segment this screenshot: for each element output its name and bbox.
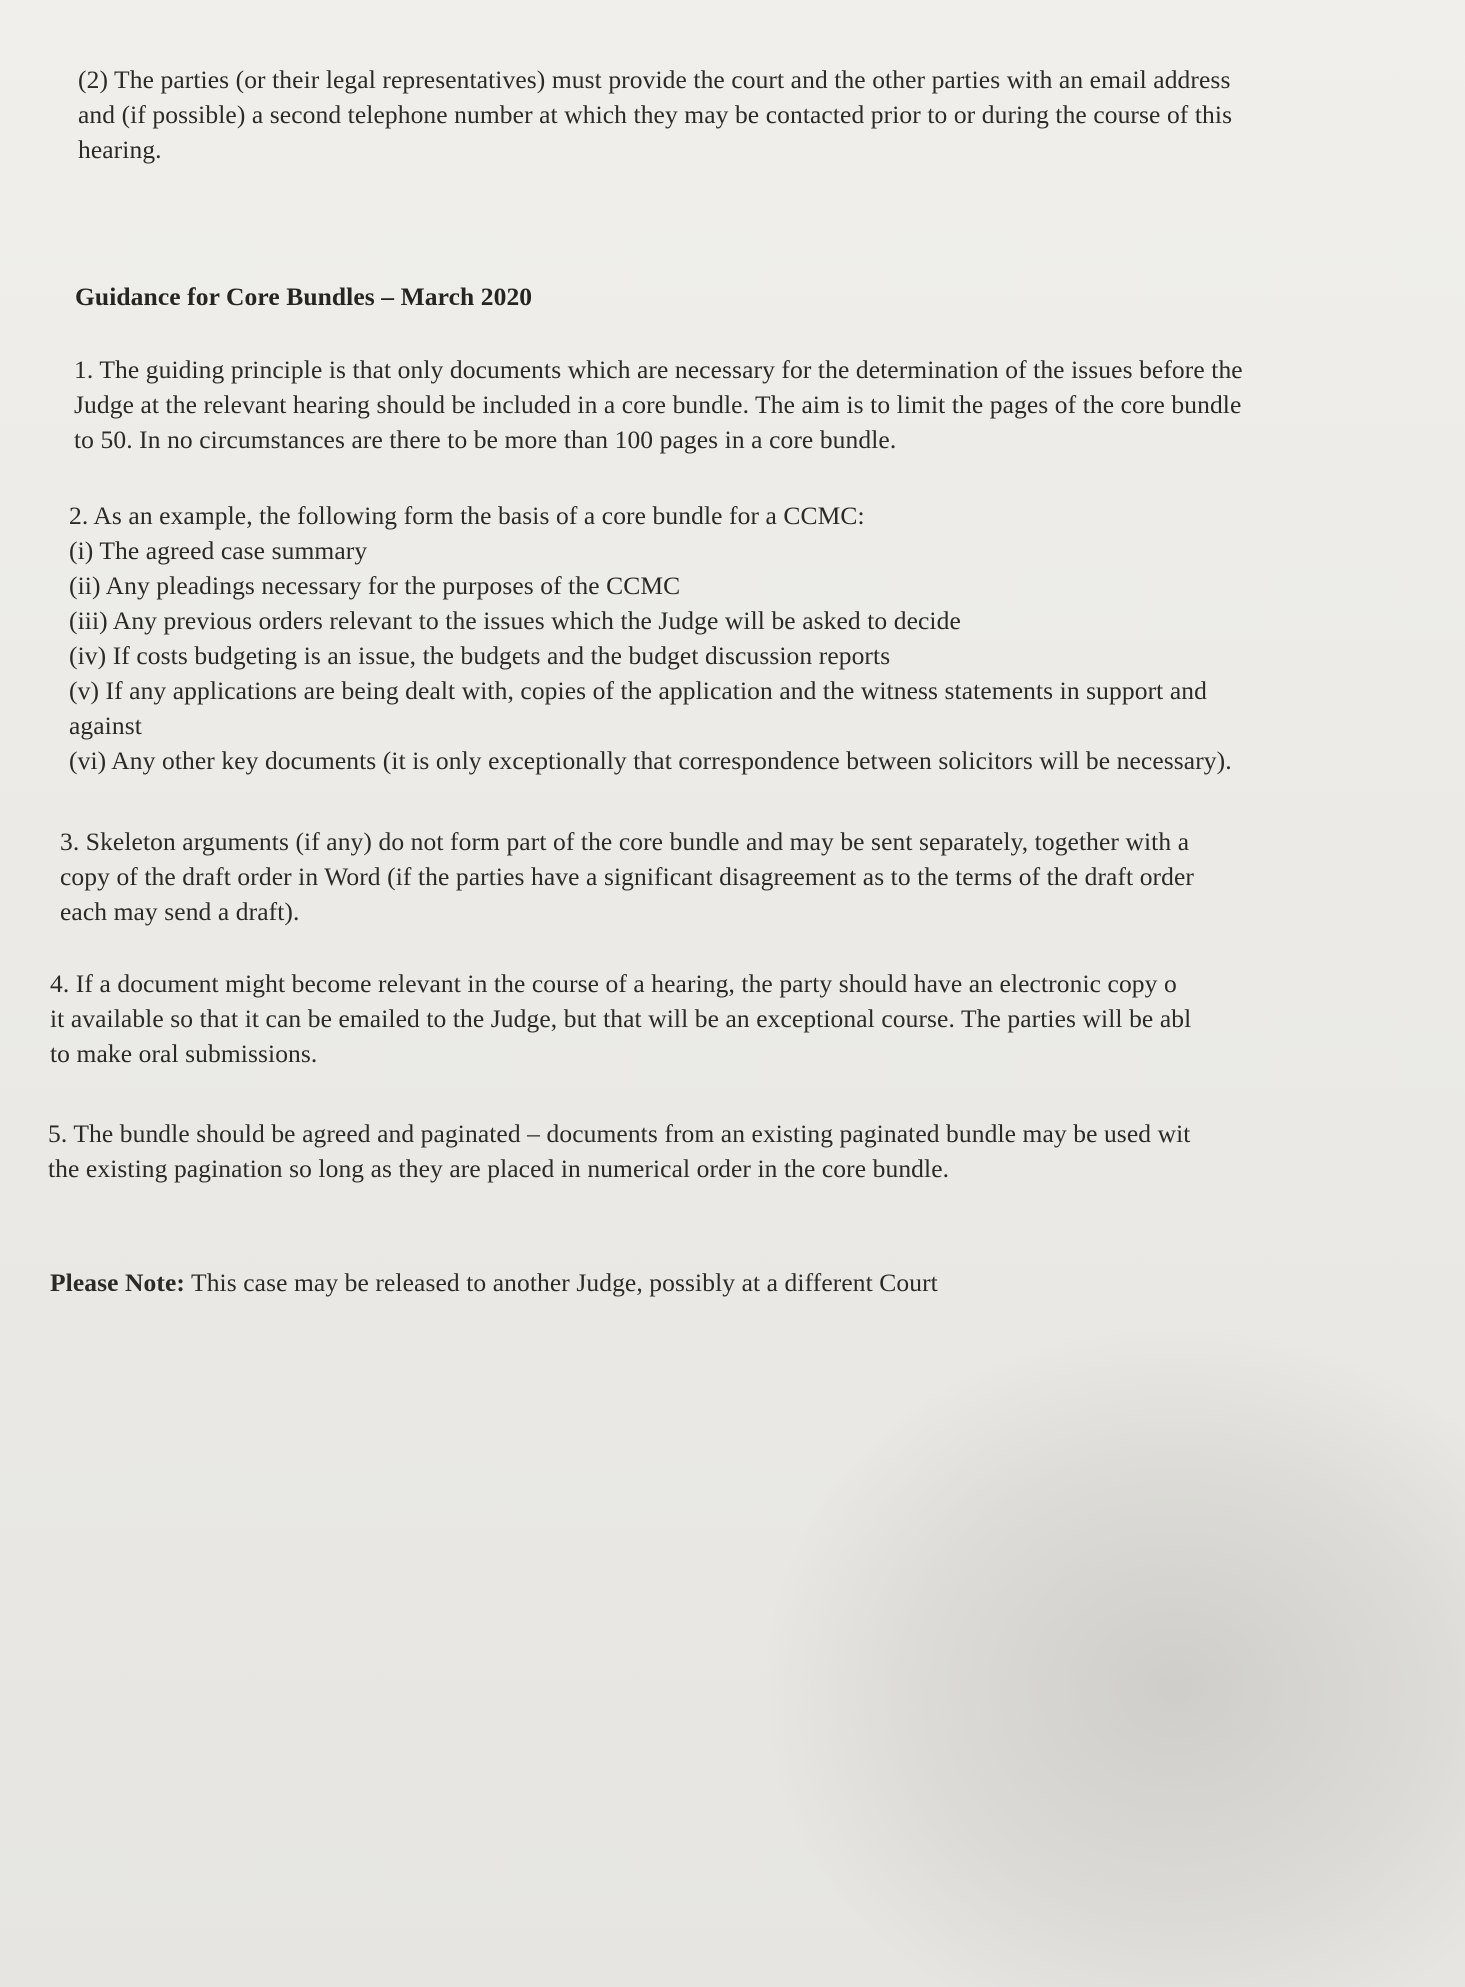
text-line: 3. Skeleton arguments (if any) do not form part of the core bundle and may be sent separately, together with a xyxy=(60,827,1190,856)
text-line: to make oral submissions. xyxy=(50,1039,318,1068)
text-line: 1. The guiding principle is that only documents which are necessary for the determination of the issues before the xyxy=(74,355,1243,384)
text-line: Judge at the relevant hearing should be included in a core bundle. The aim is to limit the pages of the core bundle xyxy=(74,390,1242,419)
paragraph-4 xyxy=(50,966,1191,1071)
note-label: Please Note: xyxy=(50,1268,186,1297)
list-item: (iv) If costs budgeting is an issue, the budgets and the budget discussion reports xyxy=(69,641,891,670)
list-item: (ii) Any pleadings necessary for the purposes of the CCMC xyxy=(69,571,681,600)
list-item: (iii) Any previous orders relevant to the issues which the Judge will be asked to decide xyxy=(69,606,961,635)
text-line: copy of the draft order in Word (if the parties have a significant disagreement as to the terms of the draft order xyxy=(60,862,1195,891)
text-line: the existing pagination so long as they are placed in numerical order in the core bundle. xyxy=(48,1154,950,1183)
please-note xyxy=(50,1265,938,1300)
text-line: (2) The parties (or their legal representatives) must provide the court and the other parties with an email address xyxy=(78,65,1231,94)
text-line: against xyxy=(69,711,142,740)
list-item: (v) If any applications are being dealt with, copies of the application and the witness statements in support and xyxy=(69,676,1207,705)
text-line: 5. The bundle should be agreed and paginated – documents from an existing paginated bundle may be used wit xyxy=(48,1119,1191,1148)
note-text: This case may be released to another Judge, possibly at a different Court xyxy=(185,1268,938,1297)
intro-paragraph xyxy=(78,62,1232,167)
text-line: 4. If a document might become relevant in the course of a hearing, the party should have an electronic copy o xyxy=(50,969,1177,998)
list-item: (vi) Any other key documents (it is only exceptionally that correspondence between solicitors will be necessary). xyxy=(69,746,1232,775)
text-line: it available so that it can be emailed to the Judge, but that will be an exceptional course. The parties will be abl xyxy=(50,1004,1192,1033)
paragraph-1 xyxy=(74,352,1243,457)
text-line: and (if possible) a second telephone number at which they may be contacted prior to or during the course of this xyxy=(78,100,1233,129)
paragraph-2 xyxy=(69,498,1232,778)
section-heading: Guidance for Core Bundles – March 2020 xyxy=(75,282,533,311)
text-line: to 50. In no circumstances are there to be more than 100 pages in a core bundle. xyxy=(74,425,897,454)
paragraph-5 xyxy=(48,1116,1190,1186)
text-line: 2. As an example, the following form the basis of a core bundle for a CCMC: xyxy=(69,501,865,530)
text-line: hearing. xyxy=(78,135,162,164)
text-line: each may send a draft). xyxy=(60,897,300,926)
paragraph-3 xyxy=(60,824,1194,929)
list-item: (i) The agreed case summary xyxy=(69,536,368,565)
